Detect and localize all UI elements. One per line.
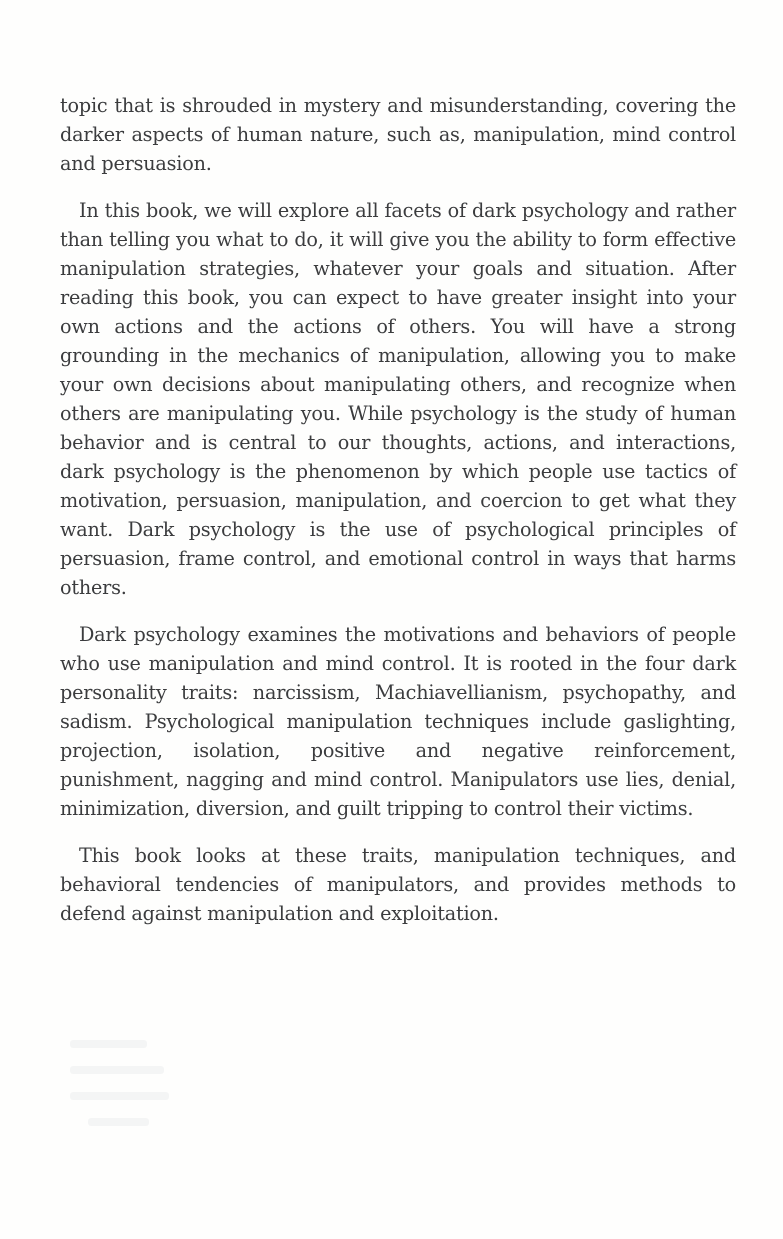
- paragraph-2: In this book, we will explore all facets of dark psychology and rather than telling you what to do, it will give you the ability to form effective manipulation strategies, whatever your goals and situation. After reading this book, you can expect to have greater insight into your own actions and the actions of others. You will have a strong grounding in the mechanics of manipulation, allowing you to make your own decisions about manipulating others, and recognize when others are manipulating you. While psychology is the study of human behavior and is central to our thoughts, actions, and interactions, dark psychology is the phenomenon by which people use tactics of motivation, persuasion, manipulation, and coercion to get what they want. Dark psychology is the use of psychological principles of persuasion, frame control, and emotional control in ways that harms others.: [60, 199, 736, 599]
- paragraph-4: This book looks at these traits, manipulation techniques, and behavioral tendencies of manipulators, and provides methods to defend against manipulation and exploitation.: [60, 844, 736, 925]
- bleed-through-texture: [70, 1040, 180, 1145]
- paragraph-3: Dark psychology examines the motivations and behaviors of people who use manipulation and mind control. It is rooted in the four dark personality traits: narcissism, Machiavellianism, psychopathy, and sadism. Psychological manipulation techniques include gaslighting, projection, isolation, positive and negative reinforcement, punishment, nagging and mind control. Manipulators use lies, denial, minimization, diversion, and guilt tripping to control their victims.: [60, 623, 736, 820]
- body-text: [60, 91, 736, 946]
- paragraph-1: topic that is shrouded in mystery and misunderstanding, covering the darker aspects of human nature, such as, manipulation, mind control and persuasion.: [60, 94, 736, 175]
